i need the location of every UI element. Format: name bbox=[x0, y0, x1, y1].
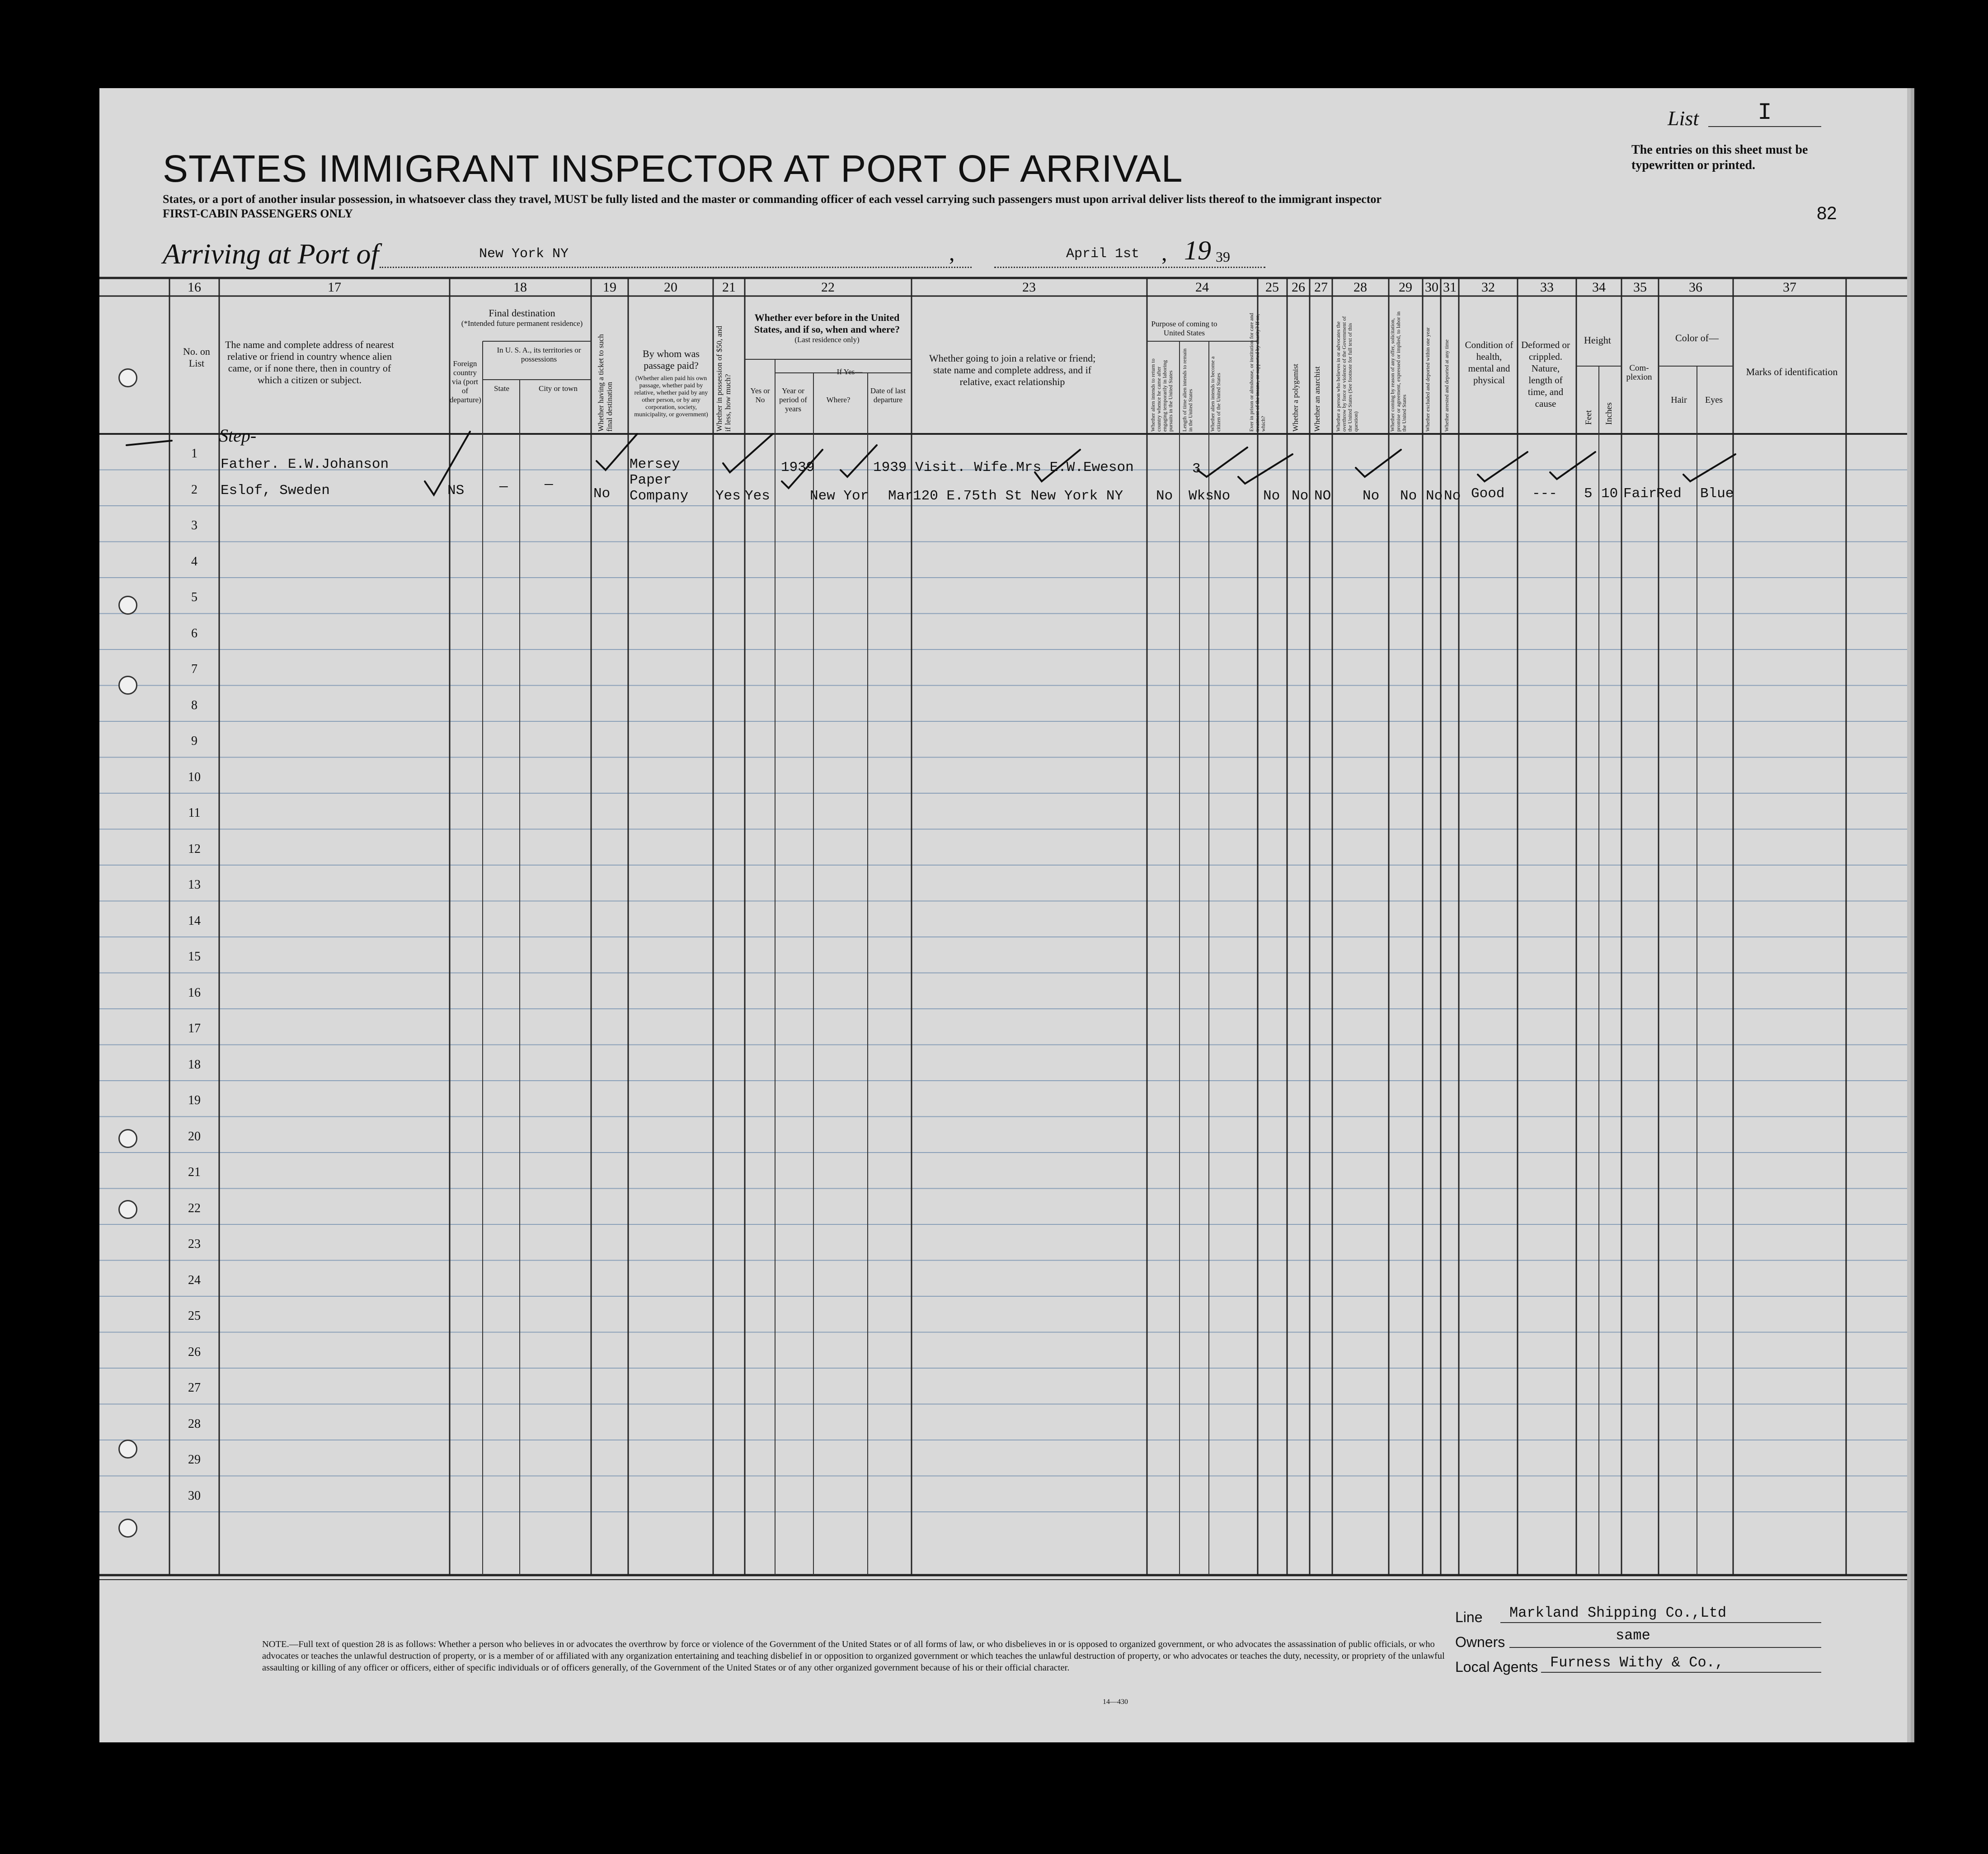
footer-line-value: Markland Shipping Co.,Ltd bbox=[1509, 1605, 1727, 1621]
cell-possession-50: Yes bbox=[715, 488, 741, 504]
column-number: 27 bbox=[1314, 280, 1328, 295]
cell-inches: 10 bbox=[1601, 486, 1618, 502]
year-suffix: 39 bbox=[1216, 249, 1230, 265]
row-number: 16 bbox=[188, 985, 201, 1000]
page-title: STATES IMMIGRANT INSPECTOR AT PORT OF ARRIVAL bbox=[163, 147, 1183, 190]
comma: , bbox=[949, 240, 955, 265]
row-number: 8 bbox=[191, 698, 197, 712]
header-note: (Whether alien paid his own passage, whether paid by relative, whether paid by any other person, or by any corporation, society, municipality, or government) bbox=[634, 375, 708, 418]
header-no-on-list bbox=[176, 346, 217, 369]
header-before-in-us bbox=[746, 312, 908, 344]
header-col33 bbox=[1518, 339, 1573, 409]
row-number: 4 bbox=[191, 554, 197, 569]
header-text: Whether going to join a relative or friend; state name and complete address, and if relative, exact relationship bbox=[929, 353, 1096, 387]
row-number: 11 bbox=[188, 806, 201, 820]
header-text: Com- plexion bbox=[1626, 363, 1652, 382]
row-number: 23 bbox=[188, 1237, 201, 1251]
row-number: 6 bbox=[191, 626, 197, 640]
footnote: NOTE.—Full text of question 28 is as follows: Whether a person who believes in or advocates the overthrow by force or violence of the Government of the United States or of all forms of law, or who disbelieves in or is opposed to organized government, or who advocates the assassination of public officials, or who advocates or teaches the unlawful destruction of property, or is a member of or affiliated with any organization entertaining and teaching disbelief in or opposition to organized government or which teaches the unlawful destruction of property, or who advocates or teaches the duty, necessity, or propriety of the unlawful assaulting or killing of any officer or officers, either of specific individuals or of officers generally, of the Government of the United States or of any other organized government because of his or their official character. bbox=[262, 1639, 1445, 1673]
punch-hole bbox=[118, 1129, 137, 1148]
cell-join-1: Visit. Wife.Mrs E.W.Eweson bbox=[915, 460, 1134, 475]
row-number: 28 bbox=[188, 1416, 201, 1431]
cell-complexion: Fair bbox=[1623, 486, 1657, 502]
header-in-us bbox=[484, 346, 594, 364]
header-purpose bbox=[1149, 320, 1219, 338]
cell-departure-month: Mar bbox=[888, 488, 913, 504]
row-number: 7 bbox=[191, 662, 197, 676]
header-col29: Whether coming by reason of any offer, solicitation, promise or agreement, expressed or implied, to labor in the United States bbox=[1389, 311, 1407, 432]
header-text: Height bbox=[1584, 334, 1611, 346]
header-col28: Whether a person who believes in or advocates the overthrow by force or violence of the Government of the United States (See footnote for full text of this question) bbox=[1335, 316, 1359, 432]
footer-owners-value: same bbox=[1616, 1627, 1650, 1644]
row-number: 1 bbox=[191, 447, 197, 461]
column-number: 29 bbox=[1399, 280, 1412, 295]
column-number: 16 bbox=[188, 280, 201, 295]
punch-hole bbox=[118, 1519, 137, 1538]
year-prefix: 19 bbox=[1184, 235, 1211, 265]
column-number: 24 bbox=[1195, 280, 1209, 295]
header-complexion bbox=[1623, 364, 1655, 382]
header-col31: Whether arrested and deported at any time bbox=[1443, 339, 1450, 432]
cell-length-2: Wks bbox=[1189, 488, 1214, 504]
manifest-sheet bbox=[99, 88, 1907, 1742]
header-text: Whether ever before in the United States, and if so, when and where? bbox=[754, 312, 900, 335]
footer-agents-label: Local Agents bbox=[1455, 1659, 1538, 1675]
row-number: 20 bbox=[188, 1129, 201, 1143]
column-number: 20 bbox=[664, 280, 677, 295]
header-text: The name and complete address of nearest relative or friend in country whence alien came, or if none there, then in country of which a citizen or subject. bbox=[225, 339, 394, 386]
header-note: (*Intended future permanent residence) bbox=[461, 319, 583, 328]
header-possession-50: Whether in possession of $50, and if less, how much? bbox=[715, 325, 732, 432]
column-number: 35 bbox=[1633, 280, 1647, 295]
column-number: 17 bbox=[328, 280, 341, 295]
header-text: Marks of identification bbox=[1746, 366, 1838, 377]
header-nearest-relative bbox=[224, 339, 395, 386]
header-where bbox=[818, 395, 859, 405]
column-number: 33 bbox=[1540, 280, 1554, 295]
header-text: Deformed or crippled. Nature, length of time, and cause bbox=[1521, 339, 1570, 409]
row-number: 22 bbox=[188, 1201, 201, 1215]
column-number: 25 bbox=[1265, 280, 1279, 295]
row-number: 12 bbox=[188, 842, 201, 856]
header-text: No. on List bbox=[183, 346, 210, 369]
header-text: By whom was passage paid? bbox=[643, 348, 700, 371]
column-number: 21 bbox=[722, 280, 736, 295]
column-number: 34 bbox=[1592, 280, 1606, 295]
header-text: Hair bbox=[1671, 395, 1687, 405]
comma: , bbox=[1161, 240, 1167, 265]
row-number: 9 bbox=[191, 734, 197, 748]
header-year-period bbox=[777, 386, 809, 414]
cell-state: — bbox=[499, 479, 508, 495]
cell-feet: 5 bbox=[1584, 486, 1593, 502]
row-number: 10 bbox=[188, 770, 201, 784]
row-number: 3 bbox=[191, 518, 197, 532]
header-text: In U. S. A., its territories or possessions bbox=[497, 346, 581, 363]
header-text: Purpose of coming to United States bbox=[1151, 320, 1217, 337]
cell-offer-labor: No bbox=[1400, 488, 1417, 504]
header-col32 bbox=[1464, 339, 1514, 386]
cell-hair: Red bbox=[1656, 486, 1682, 502]
header-yes-no bbox=[747, 386, 774, 405]
header-col25: Ever in prison or almshouse, or institution for care and treatment of the insane, or supported by charity? If so, which? bbox=[1248, 313, 1266, 432]
header-col26: Whether a polygamist bbox=[1291, 363, 1300, 432]
header-col27: Whether an anarchist bbox=[1313, 366, 1321, 432]
header-text: Yes or No bbox=[750, 386, 770, 404]
header-hair bbox=[1661, 395, 1697, 405]
header-final-destination bbox=[450, 307, 594, 328]
class-note: FIRST-CABIN PASSENGERS ONLY bbox=[163, 207, 353, 220]
row-number: 29 bbox=[188, 1453, 201, 1467]
arriving-label: Arriving at Port of bbox=[163, 238, 379, 270]
cell-excluded: No bbox=[1426, 488, 1443, 504]
cell-departure-year: 1939 bbox=[873, 460, 907, 475]
footer-owners-label: Owners bbox=[1455, 1634, 1505, 1650]
cell-join-2: 120 E.75th St New York NY bbox=[913, 488, 1123, 504]
column-number: 31 bbox=[1443, 280, 1457, 295]
column-number: 37 bbox=[1783, 280, 1796, 295]
row-number: 17 bbox=[188, 1021, 201, 1035]
header-city bbox=[522, 384, 594, 393]
annotation-step: Step- bbox=[219, 425, 257, 446]
cell-arrested: No bbox=[1444, 488, 1461, 504]
column-number: 18 bbox=[513, 280, 527, 295]
cell-length-1: 3 bbox=[1192, 461, 1201, 477]
cell-city: — bbox=[545, 477, 553, 493]
row-number: 13 bbox=[188, 878, 201, 892]
cell-prison: No bbox=[1263, 488, 1280, 504]
row-number: 21 bbox=[188, 1165, 201, 1179]
header-note: (Last residence only) bbox=[794, 335, 860, 344]
cell-polygamist: No bbox=[1292, 488, 1309, 504]
column-number: 32 bbox=[1481, 280, 1495, 295]
table-grid bbox=[99, 88, 1907, 1742]
header-text: City or town bbox=[539, 384, 578, 393]
header-inches: Inches bbox=[1604, 402, 1614, 425]
header-eyes bbox=[1697, 395, 1731, 405]
date-value: April 1st bbox=[1066, 246, 1140, 262]
row-number: 5 bbox=[191, 590, 197, 604]
row-number: 15 bbox=[188, 950, 201, 964]
cell-citizen: No bbox=[1213, 488, 1231, 504]
page-number: 82 bbox=[1817, 203, 1837, 223]
header-text: Condition of health, mental and physical bbox=[1465, 339, 1513, 386]
list-label: List bbox=[1668, 107, 1699, 130]
header-text: Eyes bbox=[1705, 395, 1723, 405]
row-number: 19 bbox=[188, 1093, 201, 1107]
column-number: 23 bbox=[1022, 280, 1036, 295]
cell-passage-1: Mersey bbox=[630, 456, 680, 472]
column-number: 28 bbox=[1354, 280, 1367, 295]
header-purpose-c: Whether alien intends to become a citizen of the United States bbox=[1209, 356, 1222, 432]
punch-hole bbox=[118, 1200, 137, 1219]
punch-hole bbox=[118, 1440, 137, 1459]
cell-return-country: No bbox=[1156, 488, 1173, 504]
row-number: 26 bbox=[188, 1345, 201, 1359]
entries-note: The entries on this sheet must be typewritten or printed. bbox=[1631, 143, 1808, 172]
column-number: 30 bbox=[1425, 280, 1438, 295]
header-text: Final destination bbox=[489, 307, 555, 319]
cell-eyes: Blue bbox=[1700, 486, 1734, 502]
row-number: 14 bbox=[188, 913, 201, 928]
row-number: 24 bbox=[188, 1273, 201, 1287]
cell-health: Good bbox=[1471, 486, 1505, 502]
cell-deformed: --- bbox=[1532, 486, 1557, 502]
row-number: 25 bbox=[188, 1309, 201, 1323]
header-text: State bbox=[494, 384, 509, 393]
cell-where: New Yor bbox=[810, 488, 869, 504]
form-code: 14—430 bbox=[1103, 1698, 1128, 1706]
row-number: 18 bbox=[188, 1057, 201, 1072]
header-color-of bbox=[1663, 332, 1731, 344]
header-join-relative bbox=[922, 353, 1103, 388]
header-ticket: Whether having a ticket to such final destination bbox=[597, 334, 614, 432]
punch-hole bbox=[118, 596, 137, 615]
cell-year: 1939 bbox=[781, 460, 815, 475]
header-col30: Whether excluded and deported within one year bbox=[1424, 327, 1431, 432]
footer-line-label: Line bbox=[1455, 1609, 1483, 1625]
row-number: 30 bbox=[188, 1488, 201, 1503]
cell-relative-1: Father. E.W.Johanson bbox=[221, 456, 389, 472]
header-if-yes bbox=[793, 367, 906, 376]
cell-ticket: No bbox=[593, 486, 611, 502]
header-date-last-departure bbox=[870, 386, 906, 405]
subtitle-text: States, or a port of another insular possession, in whatsoever class they travel, MUST be fully listed and the master or commanding officer of each vessel carrying such passengers must upon arrival deliver lists thereof to the immigrant inspector bbox=[163, 193, 1382, 206]
header-purpose-b: Length of time alien intends to remain in the United States bbox=[1181, 348, 1194, 432]
cell-passage-3: Company bbox=[630, 488, 689, 504]
footer-agents-value: Furness Withy & Co., bbox=[1550, 1654, 1724, 1671]
list-value: I bbox=[1708, 99, 1821, 127]
column-number: 22 bbox=[821, 280, 835, 295]
cell-foreign-country: NS bbox=[447, 483, 465, 499]
header-text: Date of last departure bbox=[870, 386, 906, 404]
header-text: Where? bbox=[826, 395, 851, 404]
column-number: 19 bbox=[603, 280, 616, 295]
footer-owners-rule bbox=[1509, 1632, 1821, 1648]
punch-hole bbox=[118, 676, 137, 695]
header-passage bbox=[630, 348, 712, 419]
header-state bbox=[484, 384, 520, 393]
cell-overthrow: No bbox=[1363, 488, 1380, 504]
header-height bbox=[1577, 334, 1618, 346]
header-feet: Feet bbox=[1584, 410, 1593, 425]
header-marks bbox=[1735, 366, 1848, 378]
column-number: 36 bbox=[1689, 280, 1702, 295]
header-text: Color of— bbox=[1675, 332, 1719, 344]
cell-relative-2: Eslof, Sweden bbox=[221, 483, 330, 499]
header-text: Year or period of years bbox=[779, 386, 807, 413]
header-purpose-a: Whether alien intends to return to country whence he came after engaging temporarily in laboring pursuits in the United States bbox=[1150, 358, 1174, 432]
header-foreign-country bbox=[450, 359, 480, 405]
row-number: 27 bbox=[188, 1381, 201, 1395]
port-value: New York NY bbox=[479, 246, 569, 262]
header-text: Foreign country via (port of departure) bbox=[450, 359, 481, 404]
punch-hole bbox=[118, 368, 137, 387]
header-text: If Yes— bbox=[837, 367, 863, 376]
row-number: 2 bbox=[191, 482, 197, 497]
cell-anarchist: NO bbox=[1314, 488, 1331, 504]
column-number: 26 bbox=[1292, 280, 1305, 295]
cell-before-yes-no: Yes bbox=[745, 488, 770, 504]
cell-passage-2: Paper bbox=[630, 472, 672, 488]
